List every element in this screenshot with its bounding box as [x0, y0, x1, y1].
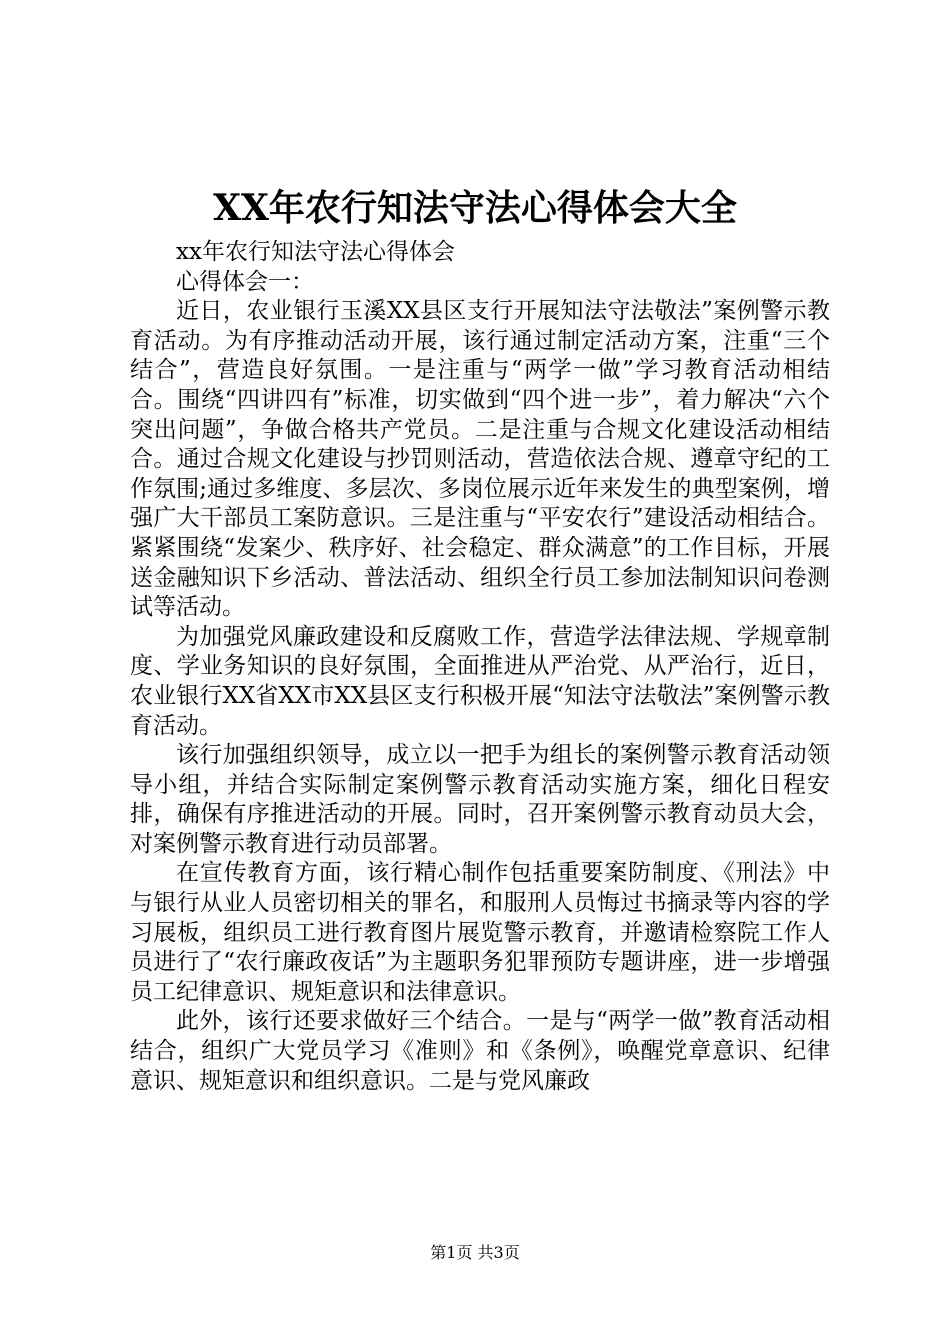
body-paragraph: 为加强党风廉政建设和反腐败工作，营造学法律法规、学规章制度、学业务知识的良好氛围，全面推进从严治党、从严治行，近日，农业银行XX省XX市XX县区支行积极开展“知法守法敬法”案例警示教育活动。: [130, 623, 830, 739]
page-footer: 第1页 共3页: [430, 1243, 520, 1262]
subtitle-paragraph: xx年农行知法守法心得体会: [176, 239, 455, 265]
body-paragraph: 该行加强组织领导，成立以一把手为组长的案例警示教育活动领导小组，并结合实际制定案例警示教育活动实施方案，细化日程安排，确保有序推进活动的开展。同时，召开案例警示教育动员大会，对案例警示教育进行动员部署。: [130, 742, 830, 857]
body-paragraph: 此外，该行还要求做好三个结合。一是与“两学一做”教育活动相结合，组织广大党员学习《准则》和《条例》，唤醒党章意识、纪律意识、规矩意识和组织意识。二是与党风廉政: [130, 1008, 830, 1094]
body-paragraph: 在宣传教育方面，该行精心制作包括重要案防制度、《刑法》中与银行从业人员密切相关的罪名，和服刑人员悔过书摘录等内容的学习展板，组织员工进行教育图片展览警示教育，并邀请检察院工作人员进行了“农行廉政夜话”为主题职务犯罪预防专题讲座，进一步增强员工纪律意识、规矩意识和法律意识。: [130, 860, 830, 1005]
document-title: XX年农行知法守法心得体会大全: [213, 187, 737, 229]
section-heading: 心得体会一：: [176, 268, 314, 295]
document-body: [130, 238, 830, 1096]
body-paragraph: 近日，农业银行玉溪XX县区支行开展知法守法敬法”案例警示教育活动。为有序推动活动开展，该行通过制定活动方案，注重“三个结合”，营造良好氛围。一是注重与“两学一做”学习教育活动相结合。围绕“四讲四有”标准，切实做到“四个进一步”，着力解决“六个突出问题”，争做合格共产党员。二是注重与合规文化建设活动相结合。通过合规文化建设与抄罚则活动，营造依法合规、遵章守纪的工作氛围;通过多维度、多层次、多岗位展示近年来发生的典型案例，增强广大干部员工案防意识。三是注重与“平安农行”建设活动相结合。紧紧围绕“发案少、秩序好、社会稳定、群众满意”的工作目标，开展送金融知识下乡活动、普法活动、组织全行员工参加法制知识问卷测试等活动。: [130, 298, 830, 621]
